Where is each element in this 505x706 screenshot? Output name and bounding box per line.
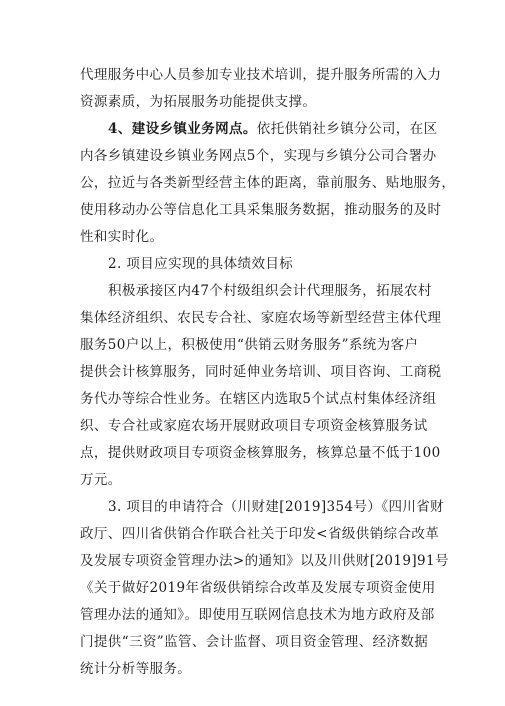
paragraph-4-line-7: 点，提供财政项目专项资金核算服务，核算总量不低于100 <box>80 445 441 461</box>
paragraph-1-line-1: 代理服务中心人员参加专业技术培训，提升服务所需的入力 <box>80 67 442 83</box>
paragraph-5-line-5: 管理办法的通知》。即使用互联网信息技术为地方政府及部 <box>80 607 435 623</box>
paragraph-1-line-2: 资源素质，为拓展服务功能提供支撑。 <box>80 94 317 110</box>
paragraph-2-line-1 <box>108 120 468 138</box>
paragraph-5-line-6: 门提供“三资”监管、会计监督、项目资金管理、经济数据 <box>80 634 429 650</box>
paragraph-4-line-5: 务代办等综合性业务。在辖区内选取5个试点村集体经济组 <box>80 391 437 407</box>
paragraph-2-line-2: 内各乡镇建设乡镇业务网点5个，实现与乡镇分公司合署办 <box>80 148 437 164</box>
paragraph-4-line-4: 提供会计核算服务，同时延伸业务培训、项目咨询、工商税 <box>80 364 442 380</box>
paragraph-5-line-3: 及发展专项资金管理办法>的通知》以及川供财[2019]91号 <box>80 553 449 569</box>
paragraph-4-line-1: 积极承接区内47个村级组织会计代理服务，拓展农村 <box>108 283 432 299</box>
section-title-2: 2. 项目应实现的具体绩效目标 <box>108 256 294 272</box>
paragraph-4-line-8: 万元。 <box>80 472 122 488</box>
section-heading: 4、建设乡镇业务网点。 <box>108 121 257 137</box>
paragraph-4-line-6: 织、专合社或家庭农场开展财政项目专项资金核算服务试 <box>80 418 428 434</box>
paragraph-5-line-2: 政厅、四川省供销合作联合社关于印发<省级供销综合改革 <box>80 526 440 542</box>
paragraph-5-line-7: 统计分析等服务。 <box>80 661 192 677</box>
paragraph-5-line-1: 3. 项目的申请符合（川财建[2019]354号）《四川省财 <box>108 499 445 515</box>
paragraph-4-line-2: 集体经济组织、农民专合社、家庭农场等新型经营主体代理 <box>80 310 442 326</box>
paragraph-2-line-3: 公，拉近与各类新型经营主体的距离，靠前服务、贴地服务， <box>80 175 456 191</box>
paragraph-2-line-4: 使用移动办公等信息化工具采集服务数据，推动服务的及时 <box>80 202 442 218</box>
paragraph-2-line-1-text: 依托供销社乡镇分公司，在区 <box>256 121 438 137</box>
paragraph-4-line-3: 服务50户以上，积极使用“供销云财务服务”系统为客户 <box>80 337 419 353</box>
paragraph-2-line-5: 性和实时化。 <box>80 229 164 245</box>
paragraph-5-line-4: 《关于做好2019年省级供销综合改革及发展专项资金使用 <box>80 580 436 596</box>
